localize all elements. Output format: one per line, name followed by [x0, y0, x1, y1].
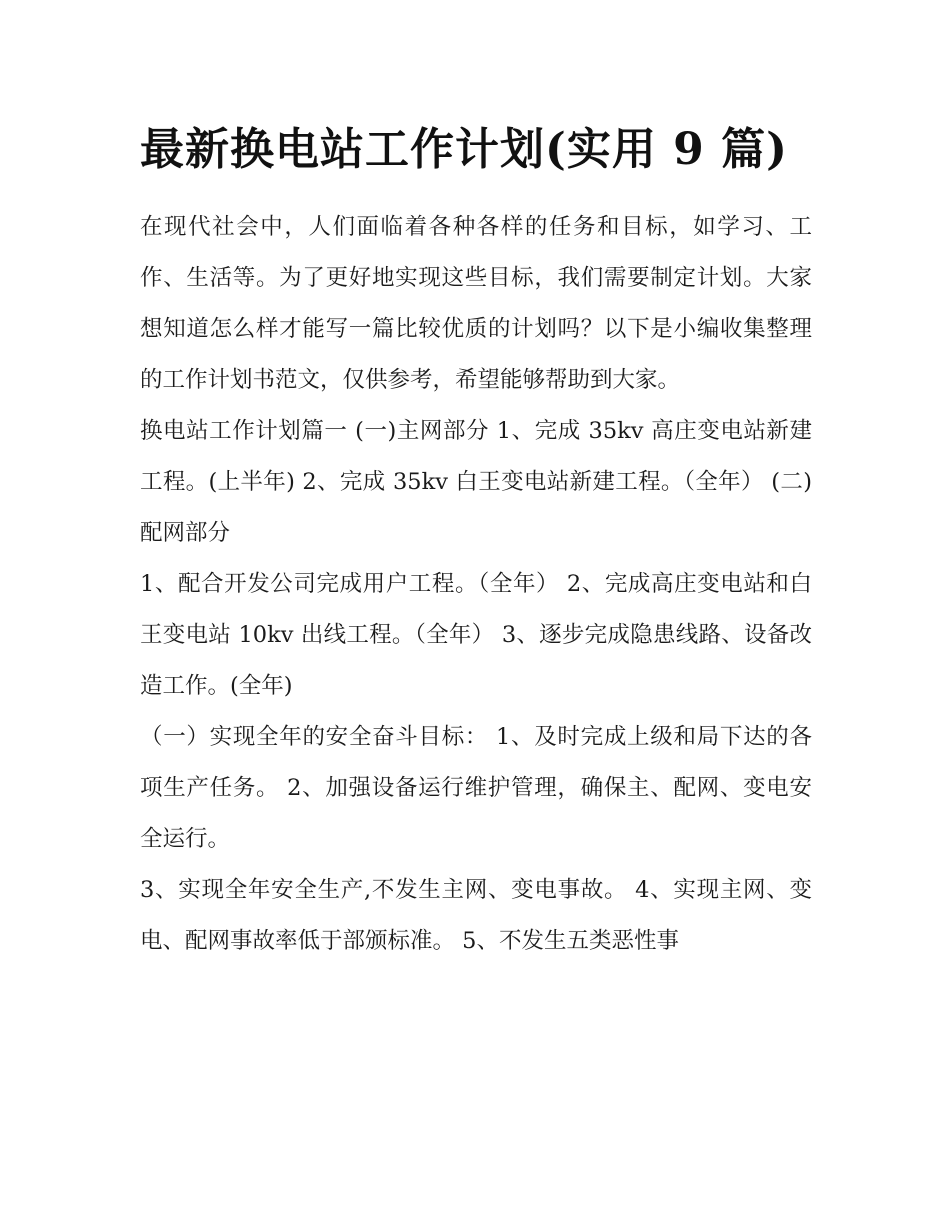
document-title: 最新换电站工作计划(实用 9 篇) — [140, 124, 788, 175]
paragraph-safety-goals: （一）实现全年的安全奋斗目标： 1、及时完成上级和局下达的各项生产任务。 2、加强设备运行维护管理，确保主、配网、变电安全运行。 — [140, 724, 812, 852]
document-body — [140, 112, 812, 967]
paragraph-safety-targets: 3、实现全年安全生产,不发生主网、变电事故。 4、实现主网、变电、配网事故率低于部颁标准。 5、不发生五类恶性事 — [140, 877, 812, 954]
paragraph-intro: 在现代社会中，人们面临着各种各样的任务和目标，如学习、工作、生活等。为了更好地实现这些目标，我们需要制定计划。大家想知道怎么样才能写一篇比较优质的计划吗？以下是小编收集整理的工作计划书范文，仅供参考，希望能够帮助到大家。 — [140, 214, 812, 393]
paragraph-distribution-tasks: 1、配合开发公司完成用户工程。（全年） 2、完成高庄变电站和白王变电站 10kv 出线工程。（全年） 3、逐步完成隐患线路、设备改造工作。(全年) — [140, 571, 812, 699]
paragraph-plan-1: 换电站工作计划篇一 (一)主网部分 1、完成 35kv 高庄变电站新建工程。(上半年) 2、完成 35kv 白王变电站新建工程。（全年） (二)配网部分 — [140, 418, 812, 546]
